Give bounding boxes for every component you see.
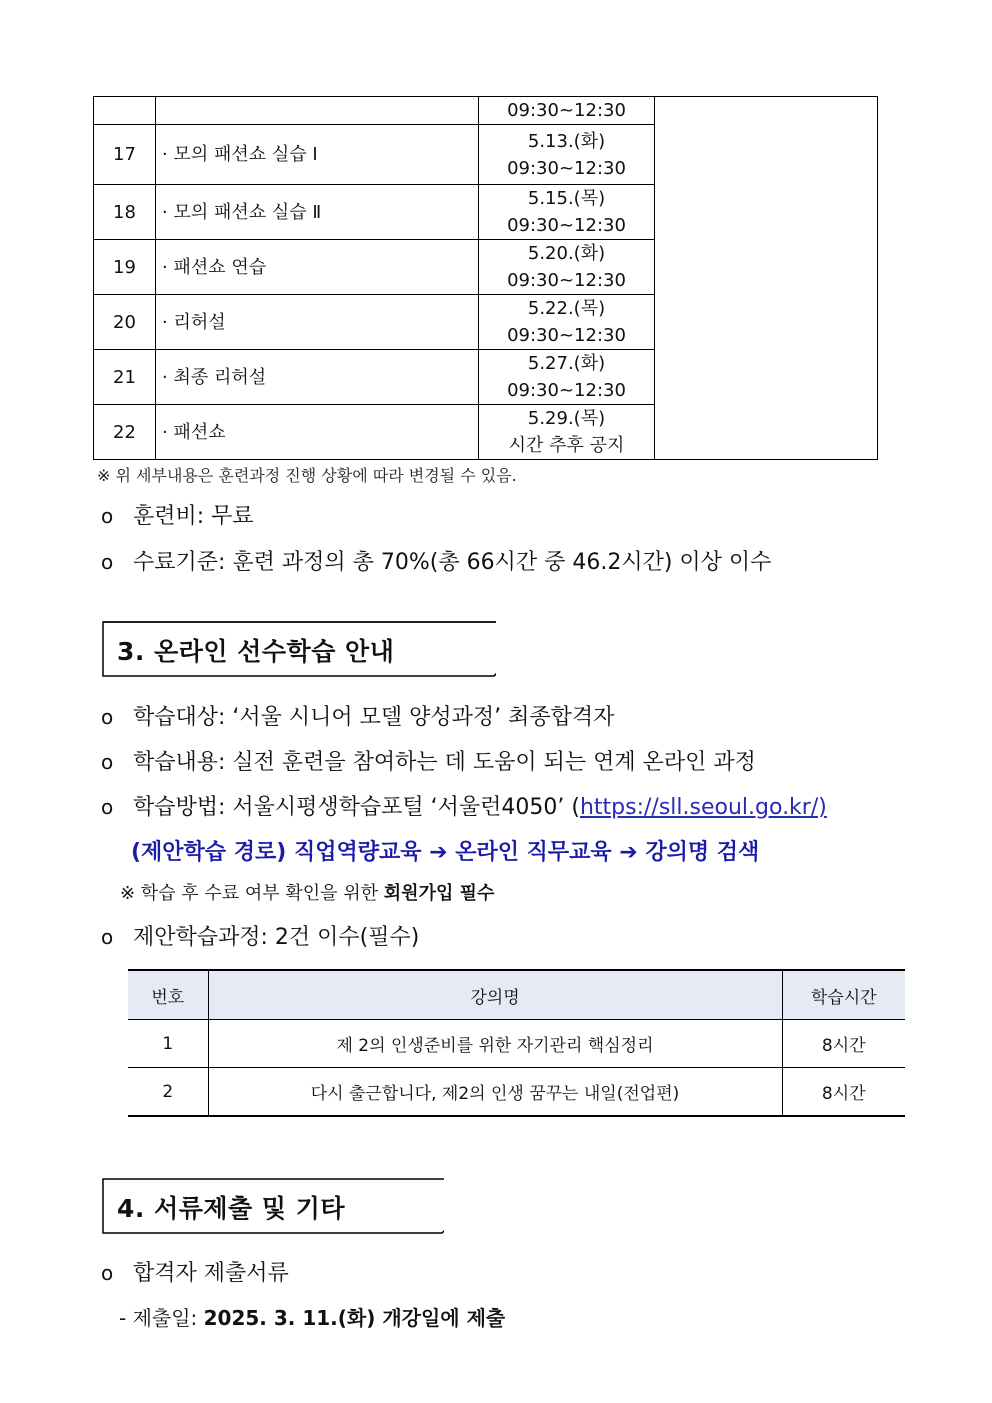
time-text: 09:30~12:30 xyxy=(507,380,626,401)
schedule-note: ※ 위 세부내용은 훈련과정 진행 상황에 따라 변경될 수 있음. xyxy=(97,466,517,485)
signup-note xyxy=(120,879,494,905)
table-header-row xyxy=(128,970,905,1020)
time-text: 09:30~12:30 xyxy=(507,157,626,179)
learning-path: (제안학습 경로) 직업역량교육 ➔ 온라인 직무교육 ➔ 강의명 검색 xyxy=(131,840,760,865)
target-item xyxy=(101,700,614,731)
date-text: 5.20.(화) xyxy=(527,243,606,264)
cell-blank xyxy=(655,97,878,460)
schedule-row xyxy=(94,97,878,125)
method-item xyxy=(101,790,827,821)
cell-time: 09:30~12:30 xyxy=(479,97,655,125)
courses-table xyxy=(128,969,905,1117)
cell-name: 다시 출근합니다, 제2의 인생 꿈꾸는 내일(전업편) xyxy=(208,1068,782,1117)
courses-label-item xyxy=(101,920,419,951)
content-item xyxy=(101,745,756,776)
circle-bullet-icon: o xyxy=(101,504,114,528)
cell-no: 19 xyxy=(94,240,156,295)
fee-item xyxy=(101,499,254,530)
signup-required: 회원가입 필수 xyxy=(383,883,495,904)
cell-no: 21 xyxy=(94,350,156,405)
cell-date xyxy=(479,350,655,405)
date-text: 5.22.(목) xyxy=(527,298,606,319)
portal-link[interactable]: https://sll.seoul.go.kr/) xyxy=(579,795,827,820)
circle-bullet-icon: o xyxy=(101,550,114,574)
section4-header xyxy=(102,1178,444,1232)
time-text: 시간 추후 공지 xyxy=(508,435,625,456)
cell-no: 2 xyxy=(128,1068,208,1117)
cell-title: · 패션쇼 xyxy=(156,405,479,460)
header-name: 강의명 xyxy=(208,970,782,1020)
completion-item xyxy=(101,545,771,576)
cell-title: · 리허설 xyxy=(156,295,479,350)
date-text: 5.29.(목) xyxy=(527,408,606,429)
date-text: 5.13.(화) xyxy=(527,130,606,152)
schedule-table xyxy=(93,96,878,460)
cell-hours: 8시간 xyxy=(782,1020,905,1068)
cell-title: · 패션쇼 연습 xyxy=(156,240,479,295)
submission-date xyxy=(119,1302,505,1331)
time-text: 09:30~12:30 xyxy=(507,325,626,346)
circle-bullet-icon: o xyxy=(101,925,114,949)
documents-item xyxy=(101,1256,289,1287)
target-text: 학습대상: ‘서울 시니어 모델 양성과정’ 최종합격자 xyxy=(133,705,615,730)
cell-date xyxy=(479,240,655,295)
circle-bullet-icon: o xyxy=(101,750,114,774)
cell-date xyxy=(479,405,655,460)
cell-title: · 모의 패션쇼 실습 Ⅱ xyxy=(156,185,479,240)
cell-date xyxy=(479,295,655,350)
cell-date xyxy=(479,125,655,185)
cell-no: 22 xyxy=(94,405,156,460)
cell-title: · 모의 패션쇼 실습 Ⅰ xyxy=(156,125,479,185)
section4-title: 4. 서류제출 및 기타 xyxy=(117,1194,346,1223)
cell-no: 1 xyxy=(128,1020,208,1068)
method-text: 학습방법: 서울시평생학습포털 ‘서울런4050’ ( xyxy=(133,795,580,820)
content-text: 학습내용: 실전 훈련을 참여하는 데 도움이 되는 연계 온라인 과정 xyxy=(133,750,756,775)
submission-prefix: - 제출일: xyxy=(119,1306,204,1330)
completion-text: 수료기준: 훈련 과정의 총 70%(총 66시간 중 46.2시간) 이상 이수 xyxy=(133,550,772,575)
cell-name: 제 2의 인생준비를 위한 자기관리 핵심정리 xyxy=(208,1020,782,1068)
date-text: 5.27.(화) xyxy=(527,353,606,374)
documents-text: 합격자 제출서류 xyxy=(133,1261,289,1286)
submission-date-value: 2025. 3. 11.(화) 개강일에 제출 xyxy=(203,1306,506,1330)
cell-title: · 최종 리허설 xyxy=(156,350,479,405)
table-row xyxy=(128,1068,905,1117)
header-no: 번호 xyxy=(128,970,208,1020)
circle-bullet-icon: o xyxy=(101,795,114,819)
courses-label: 제안학습과정: 2건 이수(필수) xyxy=(133,925,420,950)
cell-hours: 8시간 xyxy=(782,1068,905,1117)
fee-text: 훈련비: 무료 xyxy=(133,504,254,529)
section3-title: 3. 온라인 선수학습 안내 xyxy=(117,637,395,666)
cell-title xyxy=(156,97,479,125)
cell-date xyxy=(479,185,655,240)
time-text: 09:30~12:30 xyxy=(507,215,626,236)
signup-note-text: ※ 학습 후 수료 여부 확인을 위한 xyxy=(120,883,384,904)
cell-no: 17 xyxy=(94,125,156,185)
section3-header xyxy=(102,621,496,675)
circle-bullet-icon: o xyxy=(101,1261,114,1285)
table-row xyxy=(128,1020,905,1068)
header-hours: 학습시간 xyxy=(782,970,905,1020)
cell-no xyxy=(94,97,156,125)
date-text: 5.15.(목) xyxy=(527,188,606,209)
time-text: 09:30~12:30 xyxy=(507,270,626,291)
cell-no: 20 xyxy=(94,295,156,350)
cell-no: 18 xyxy=(94,185,156,240)
circle-bullet-icon: o xyxy=(101,705,114,729)
